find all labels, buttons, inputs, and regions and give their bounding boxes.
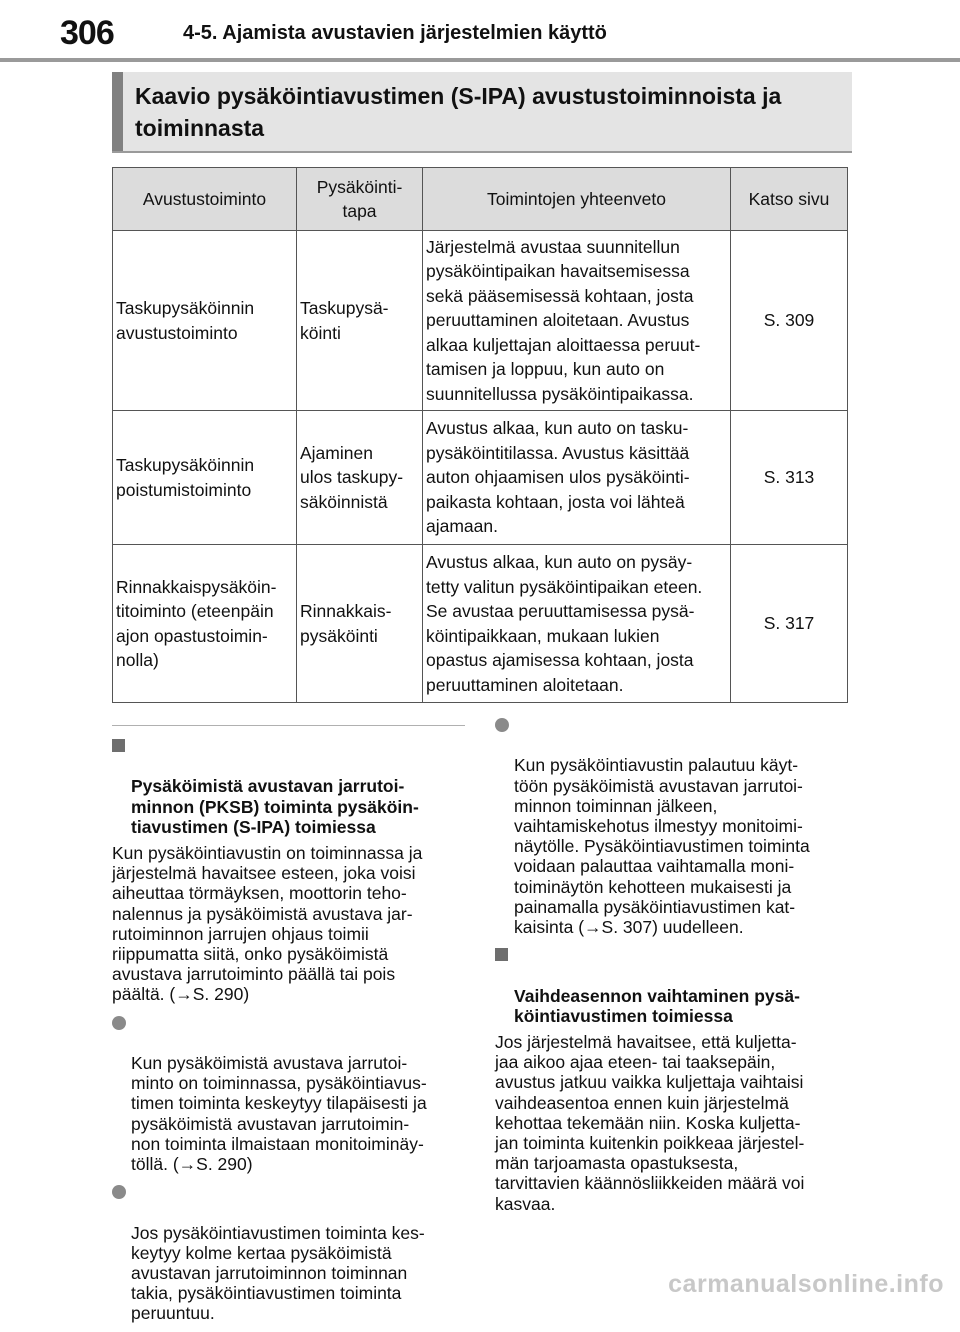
- column-divider: [112, 725, 465, 726]
- page-number: 306: [60, 14, 114, 52]
- right-column: [495, 715, 850, 1222]
- bullet-text: Kun pysäköimistä avustava jarrutoi- minto on toiminnassa, pysäköintiavus- timen toiminta keskeytyy tilapäisesti ja pysäköimistä avustavan jarrutoimin- non toiminta ilmaistaan monitoiminäy- töllä. (→S. 290): [131, 1053, 427, 1175]
- bullet-text: Jos pysäköintiavustimen toiminta kes- keytyy kolme kertaa pysäköimistä avustavan jarrutoiminnon toiminnan takia, pysäköintiavustimen toiminta peruuntuu.: [131, 1222, 425, 1324]
- table-header-row: [113, 168, 848, 231]
- subheading-text: Pysäköimistä avustavan jarrutoi- minnon (PKSB) toiminta pysäköin- tiavustimen (S-IPA) toimiessa: [131, 776, 419, 837]
- function-cell: Taskupysäköinnin avustustoiminto: [113, 231, 297, 411]
- round-bullet-icon: [112, 1016, 126, 1030]
- summary-cell: Järjestelmä avustaa suunnitellun pysäköintipaikan havaitsemisessa sekä pääsemisessä kohtaan, josta peruuttaminen aloitetaan. Avustus alkaa kuljettajan aloittaessa peruut- tamisen ja loppuu, kun auto on suunnitellussa pysäköintipaikassa.: [423, 231, 731, 411]
- summary-cell: Avustus alkaa, kun auto on tasku- pysäköintitilassa. Avustus käsittää auton ohjaamisen ulos pysäköinti- paikasta kohtaan, josta voi lähteä ajamaan.: [423, 411, 731, 545]
- bullet-item: [112, 1013, 467, 1175]
- left-column: [112, 736, 467, 1332]
- subheading-text: Vaihdeasennon vaihtaminen pysä- köintiavustimen toimiessa: [514, 985, 800, 1026]
- round-bullet-icon: [495, 718, 509, 732]
- body-paragraph: Kun pysäköintiavustin on toiminnassa ja järjestelmä havaitsee esteen, joka voisi aiheuttaa törmäyksen, moottorin teho- nalennus ja pysäköimistä avustava jar- rutoiminnon jarrujen ohjaus toimii riippumatta siitä, onko pysäköimistä avustava jarrutoiminto päällä tai pois päältä. (→S. 290): [112, 843, 423, 1005]
- summary-cell: Avustus alkaa, kun auto on pysäy- tetty valitun pysäköintipaikan eteen. Se avustaa peruuttamisessa pysä- köintipaikkaan, mukaan lukien opastus ajamisessa kohtaan, josta peruuttaminen aloitetaan.: [423, 545, 731, 703]
- subheading-gear-change: [495, 945, 850, 1026]
- method-cell: Taskupysä- köinti: [297, 231, 423, 411]
- bullet-item: [495, 715, 850, 937]
- assist-function-table: [112, 167, 848, 703]
- watermark-logo: carmanualsonline.info: [668, 1270, 944, 1298]
- table-row: [113, 411, 848, 545]
- method-cell: Ajaminen ulos taskupy- säköinnistä: [297, 411, 423, 545]
- round-bullet-icon: [112, 1185, 126, 1199]
- header-divider: [0, 58, 960, 62]
- body-paragraph: Jos järjestelmä havaitsee, että kuljetta- jaa aikoo ajaa eteen- tai taaksepäin, avustus jatkuu vaikka kuljettaja vaihtaisi vaihdeasentoa ennen kuin järjestelmä kehottaa tekemään niin. Koska kuljetta- jan toiminta kuitenkin poikkeaa järjestel- män tarjoamasta opastuksesta, tarvittavien käännösliikkeiden määrä voi kasvaa.: [495, 1032, 805, 1214]
- square-bullet-icon: [495, 948, 508, 961]
- header-cell: Avustustoiminto: [113, 168, 297, 231]
- banner-title: Kaavio pysäköintiavustimen (S-IPA) avustustoiminnoista ja toiminnasta: [135, 83, 782, 141]
- table-row: [113, 545, 848, 703]
- subheading-pksb: [112, 736, 467, 837]
- bullet-item: [112, 1182, 467, 1323]
- page-ref-cell: S. 317: [731, 545, 848, 703]
- header-cell: Pysäköinti- tapa: [297, 168, 423, 231]
- header-cell: Katso sivu: [731, 168, 848, 231]
- square-bullet-icon: [112, 739, 125, 752]
- page-ref-cell: S. 309: [731, 231, 848, 411]
- bullet-text: Kun pysäköintiavustin palautuu käyt- töön pysäköimistä avustavan jarrutoi- minnon toiminnan jälkeen, vaihtamiskehotus ilmestyy monitoimi- näytölle. Pysäköintiavustimen toiminta voidaan palauttaa vaihtamalla moni- toiminäytön kehotteen mukaisesti ja painamalla pysäköintiavustimen kat- kaisinta (→S. 307) uudelleen.: [514, 755, 810, 938]
- function-cell: Taskupysäköinnin poistumistoiminto: [113, 411, 297, 545]
- table-row: [113, 231, 848, 411]
- function-cell: Rinnakkaispysäköin- titoiminto (eteenpäin ajon opastustoimin- nolla): [113, 545, 297, 703]
- method-cell: Rinnakkais- pysäköinti: [297, 545, 423, 703]
- section-banner: [112, 72, 852, 152]
- page-ref-cell: S. 313: [731, 411, 848, 545]
- section-title: 4-5. Ajamista avustavien järjestelmien käyttö: [183, 22, 607, 44]
- header-cell: Toimintojen yhteenveto: [423, 168, 731, 231]
- page-header: [0, 0, 960, 64]
- banner-divider: [112, 151, 852, 153]
